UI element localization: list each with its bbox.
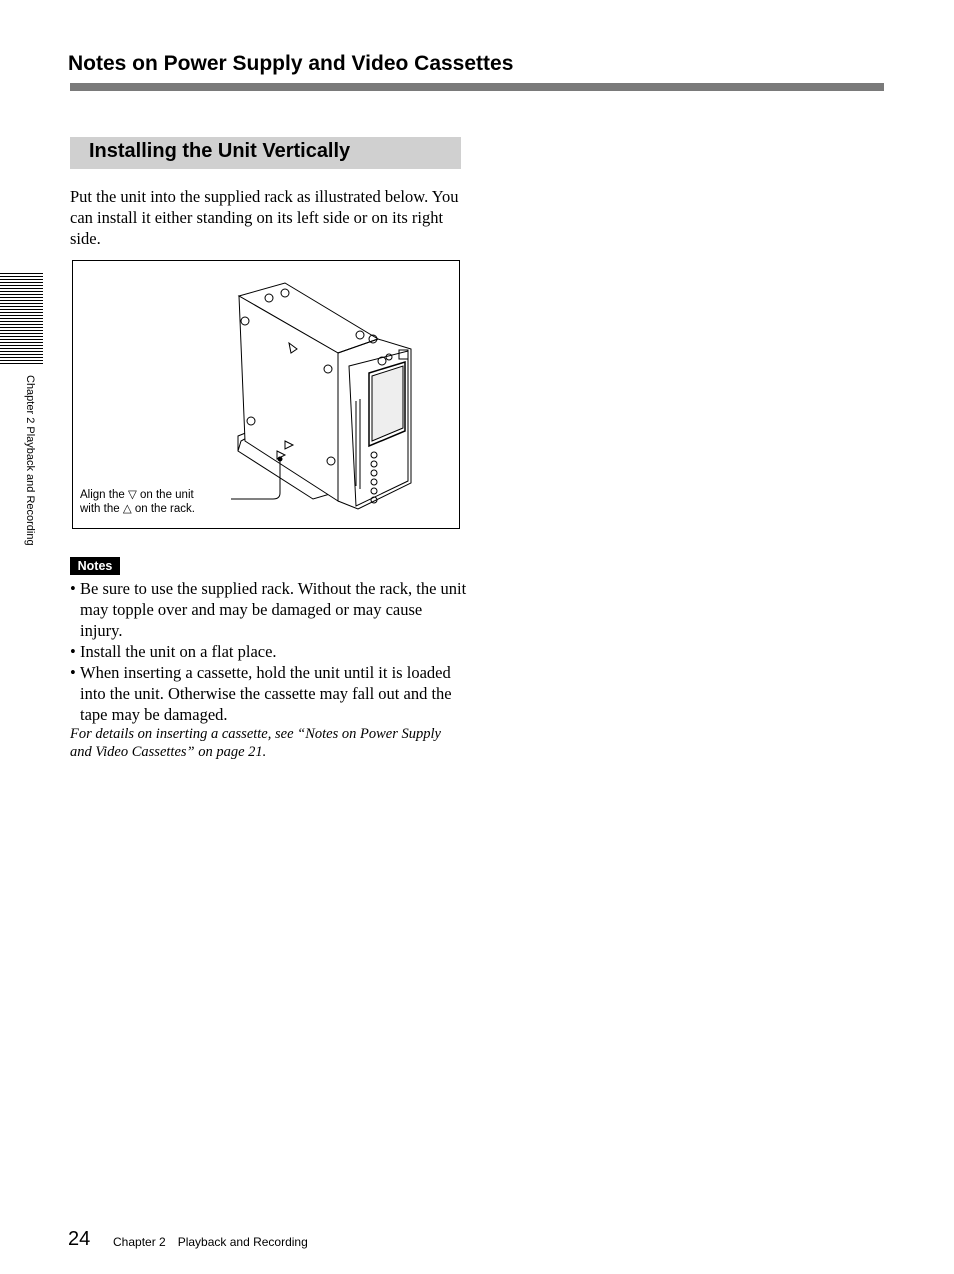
intro-paragraph: Put the unit into the supplied rack as illustrated below. You can install it either standing on its left side or on its right side. bbox=[70, 187, 459, 248]
footer-chapter bbox=[113, 1235, 320, 1249]
note-text: Be sure to use the supplied rack. Without the rack, the unit may topple over and may be damaged or may cause injury. bbox=[80, 579, 467, 640]
section-heading-box bbox=[70, 137, 461, 169]
note-text: When inserting a cassette, hold the unit until it is loaded into the unit. Otherwise the cassette may fall out and the tape may be damaged. bbox=[80, 663, 452, 724]
chapter-tab-bars bbox=[0, 273, 43, 365]
cross-reference: For details on inserting a cassette, see “Notes on Power Supply and Video Cassettes” on page 21. bbox=[70, 726, 441, 760]
section-title: Installing the Unit Vertically bbox=[89, 140, 351, 162]
header-rule bbox=[70, 83, 884, 91]
notes-list bbox=[70, 578, 468, 725]
page-number: 24 bbox=[68, 1228, 91, 1250]
notes-badge: Notes bbox=[70, 557, 120, 575]
figure-frame bbox=[72, 260, 460, 529]
page-header-title: Notes on Power Supply and Video Cassettes bbox=[68, 52, 514, 75]
alignment-callout bbox=[80, 488, 195, 516]
bullet: • bbox=[70, 663, 76, 682]
sidebar-chapter-label: Chapter 2 Playback and Recording bbox=[24, 375, 36, 546]
callout-line-1: Align the ▽ on the unit bbox=[80, 489, 194, 501]
footer-chapter-number: Chapter 2 bbox=[113, 1235, 166, 1249]
callout-line-2: with the △ on the rack. bbox=[80, 503, 195, 515]
bullet: • bbox=[70, 642, 76, 661]
list-item bbox=[70, 662, 468, 725]
footer-chapter-title: Playback and Recording bbox=[177, 1235, 308, 1249]
note-text: Install the unit on a flat place. bbox=[80, 642, 277, 661]
bullet: • bbox=[70, 579, 76, 598]
list-item bbox=[70, 641, 468, 662]
list-item bbox=[70, 578, 468, 641]
